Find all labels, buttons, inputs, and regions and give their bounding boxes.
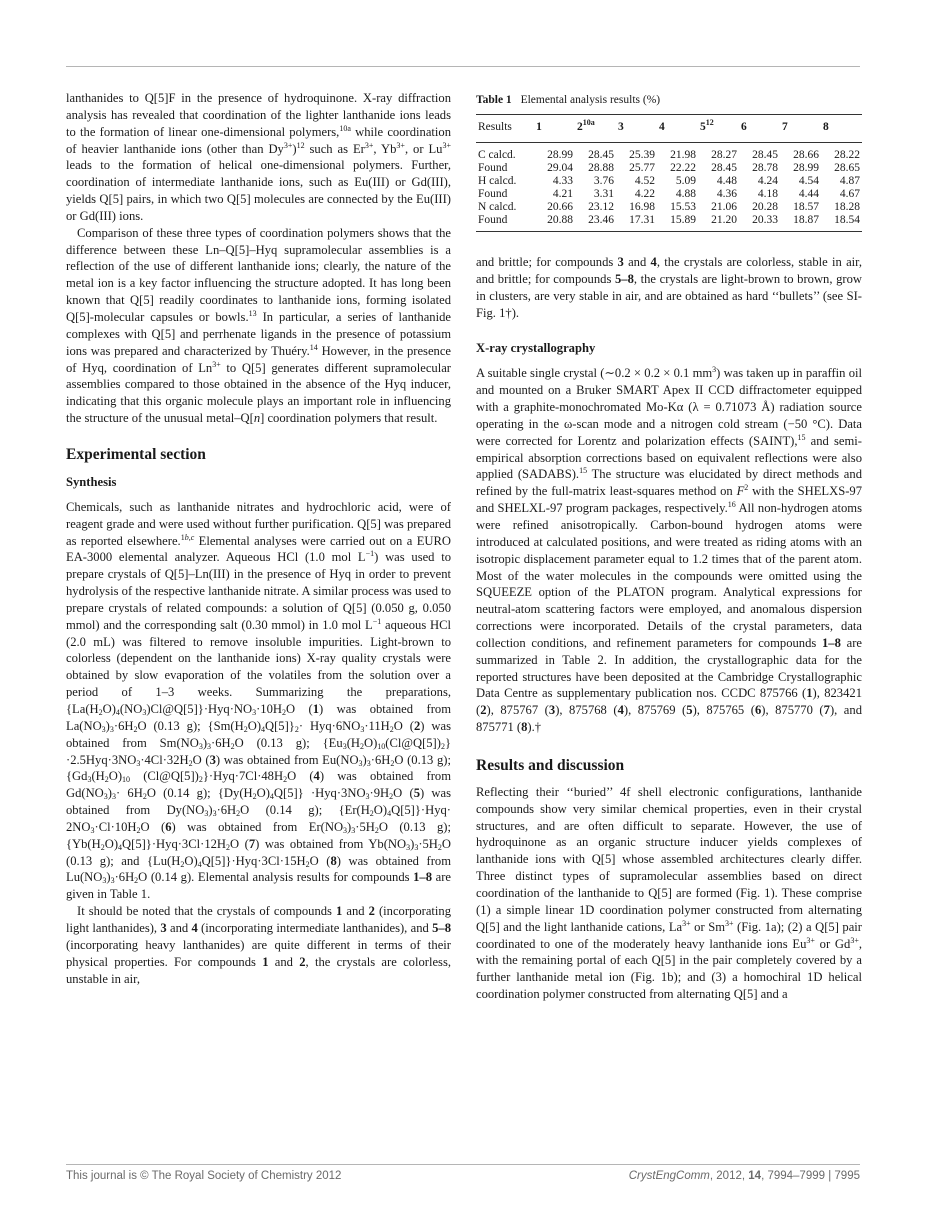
physical-properties-paragraph: It should be noted that the crystals of compounds 1 and 2 (incorporating light lanthanides), 3 and 4 (incorporating intermediate lanthanides), and 5–8 (incorporating heavy lanthanides) are quite different in terms of their physical properties. For compounds 1 and 2, the crystals are colorless, unstable in air, <box>66 904 452 986</box>
table-header-compound: 3 <box>618 121 624 133</box>
table-cell: 28.45 <box>752 149 778 161</box>
table-header-compound: 6 <box>740 121 747 133</box>
table-cell: 15.53 <box>670 201 696 213</box>
table-header-compound: 7 <box>781 121 788 133</box>
footer-pages: , 7994–7999 <box>761 1170 826 1182</box>
table-cell: 20.88 <box>547 214 574 226</box>
subsection-heading-synthesis: Synthesis <box>66 474 117 489</box>
table-cell: 28.88 <box>588 162 615 174</box>
table-cell: 3.76 <box>593 175 615 187</box>
table-cell: 28.45 <box>711 162 737 174</box>
table-cell: 4.44 <box>798 188 819 200</box>
table-cell: 4.88 <box>675 188 696 200</box>
table-row <box>476 188 862 201</box>
table-row-label: Found <box>478 214 508 226</box>
table-header-results: Results <box>478 121 512 133</box>
table-cell: 15.89 <box>670 214 696 226</box>
table-row-label: C calcd. <box>478 149 516 161</box>
footer-separator: | <box>825 1170 835 1182</box>
table-cell: 18.87 <box>793 214 819 226</box>
footer-rule <box>66 1164 860 1165</box>
footer-citation <box>629 1170 860 1182</box>
subsection-heading-xray: X-ray crystallography <box>476 341 596 356</box>
table-cell: 4.67 <box>839 188 860 200</box>
table-cell: 18.57 <box>793 201 819 213</box>
table-row <box>476 201 862 214</box>
table-cell: 28.45 <box>588 149 615 161</box>
table-cell: 16.98 <box>629 201 656 213</box>
table-row <box>476 175 862 188</box>
left-column <box>66 90 451 987</box>
table-cell: 4.21 <box>552 188 574 200</box>
table-cell: 23.46 <box>588 214 615 226</box>
table-cell: 21.06 <box>711 201 737 213</box>
section-heading-results: Results and discussion <box>476 756 625 774</box>
table-cell: 5.09 <box>675 175 696 187</box>
table-cell: 20.33 <box>752 214 778 226</box>
table-cell: 4.24 <box>757 175 778 187</box>
table-cell: 20.28 <box>752 201 778 213</box>
table-header-compound: $5^{12}$ <box>700 118 714 133</box>
footer-page-number: 7995 <box>834 1170 860 1182</box>
table-cell: 22.22 <box>670 162 696 174</box>
table-1-caption <box>476 92 862 108</box>
table-cell: 4.87 <box>839 175 860 187</box>
table-cell: 28.27 <box>711 149 737 161</box>
table-row <box>476 214 862 232</box>
table-1-label: Table 1 <box>476 94 512 106</box>
table-cell: 21.98 <box>670 149 696 161</box>
right-column <box>476 90 862 1003</box>
table-1 <box>476 92 862 232</box>
table-header-compound: 4 <box>659 121 665 133</box>
table-header-compound: 1 <box>536 121 542 133</box>
table-cell: 4.36 <box>716 188 737 200</box>
intro-paragraph-1: lanthanides to Q[5]F in the presence of hydroquinone. X-ray diffraction analysis has revealed that coordination of the lighter lanthanide ions leads to the formation of linear one-dimensional polymers,$^{10a}$ while coordination of heavier lanthanide ions (other than $Dy^{3+})^{12}$ such as $Er^{3+}$, $Yb^{3+}$, or $Lu^{3+}$ leads to the formation of helical one-dimensional polymers. Further, coordination of intermediate lanthanide ions, such as Eu(III) or Gd(III), yields Q[5] pairs, in which two Q[5] molecules are connected by the Eu(III) or Gd(III) ions. <box>66 91 451 223</box>
physical-properties-continued: and brittle; for compounds 3 and 4, the crystals are colorless, stable in air, and brittle; for compounds 5–8, the crystals are light-brown to brown, grow in clusters, are very stable in air, and are obtained as hard ‘‘bullets’’ (see SI-Fig. 1†). <box>476 255 862 320</box>
footer-copyright: This journal is © The Royal Society of Chemistry 2012 <box>66 1170 342 1182</box>
table-row <box>476 162 862 175</box>
footer-volume: 14 <box>748 1170 762 1182</box>
table-cell: 28.65 <box>834 162 860 174</box>
table-cell: 28.99 <box>547 149 574 161</box>
table-cell: 17.31 <box>629 214 656 226</box>
footer-journal: CrystEngComm <box>628 1170 710 1182</box>
table-cell: 4.52 <box>634 175 656 187</box>
table-cell: 23.12 <box>588 201 615 213</box>
table-cell: 20.66 <box>547 201 574 213</box>
table-cell: 4.18 <box>757 188 778 200</box>
table-cell: 18.54 <box>834 214 860 226</box>
table-cell: 3.31 <box>593 188 615 200</box>
table-cell: 21.20 <box>711 214 737 226</box>
table-cell: 28.66 <box>793 149 819 161</box>
table-row-label: H calcd. <box>478 175 517 187</box>
section-heading-experimental: Experimental section <box>66 445 206 463</box>
header-rule <box>66 66 860 67</box>
table-cell: 18.28 <box>834 201 860 213</box>
table-cell: 25.39 <box>629 149 656 161</box>
elemental-analysis-table <box>476 114 862 232</box>
intro-paragraph-2: Comparison of these three types of coordination polymers shows that the difference between these Ln–Q[5]–Hyq supramolecular assemblies is a reflection of the use of different lanthanide ions; clearly, the nature of the metal ion is a key factor influencing the structure adopted. It has long been known that Q[5] readily coordinates to lanthanide ions, forming isolated Q[5]-molecular capsules or bowls.$^{13}$ In particular, a series of lanthanide complexes with Q[5] and perrhenate ligands in the presence of potassium ions was prepared and characterized by Thuéry.$^{14}$ However, in the presence of Hyq, coordination of $Ln^{3+}$ to Q[5] generates different supramolecular assemblies compared to those obtained in the absence of the Hyq inducer, indicating that this organic molecule plays an important role in influencing the structure of the unusual metal–Q[n] coordination polymers that result. <box>66 225 452 426</box>
table-cell: 4.33 <box>552 175 574 187</box>
table-cell: 28.99 <box>793 162 819 174</box>
table-cell: 4.54 <box>798 175 819 187</box>
table-header-compound: $2^{10a}$ <box>577 118 595 133</box>
xray-paragraph: A suitable single crystal (∼0.2 × 0.2 × 0.1 $mm^3$) was taken up in paraffin oil and mounted on a Bruker SMART Apex II CCD diffractometer equipped with a graphite-monochromated Mo-Kα (λ = 0.71073 Å) radiation source operating in the ω-scan mode and a nitrogen cold stream (−50 °C). Data were corrected for Lorentz and polarization effects (SAINT),$^{15}$ and semi-empirical absorption corrections based on equivalent reflections were also applied (SADABS).$^{15}$ The structure was elucidated by direct methods and refined by the full-matrix least-squares method on $F^2$ with the SHELXS-97 and SHELXL-97 program packages, respectively.$^{16}$ All non-hydrogen atoms were refined anisotropically. Carbon-bound hydrogen atoms were introduced at calculated positions, and were treated as riding atoms with an isotropic displacement parameter equal to 1.2 times that of the parent atom. Most of the water molecules in the compounds were omitted using the SQUEEZE option of the PLATON program. Analytical expressions for neutral-atom scattering factors were employed, and anomalous dispersion corrections were incorporated. Details of the crystal parameters, data collection conditions, and refinement parameters for compounds 1–8 are summarized in Table 2. In addition, the crystallographic data for the reported structures have been deposited at the Cambridge Crystallographic Data Centre as supplementary publication nos. CCDC 875766 (1), 823421 (2), 875767 (3), 875768 (4), 875769 (5), 875765 (6), 875770 (7), and 875771 (8).† <box>476 365 862 735</box>
table-cell: 28.78 <box>752 162 778 174</box>
table-row <box>476 143 862 163</box>
synthesis-paragraph: Chemicals, such as lanthanide nitrates and hydrochloric acid, were of reagent grade and were used without further purification. Q[5] was prepared as reported elsewhere.$^{1b,c}$ Elemental analyses were carried out on a EURO EA-3000 elemental analyzer. Aqueous HCl (1.0 mol $L^{-1}$) was used to prepare crystals of Q[5]–Ln(III) in the presence of Hyq in order to prevent hydrolysis of the respective lanthanide nitrate. A similar process was used to prepare crystals of related compounds: a solution of Q[5] (0.050 g, 0.050 mmol) and the corresponding salt (0.30 mmol) in 1.0 mol $L^{-1}$ aqueous HCl (2.0 mL) was filtered to remove insoluble impurities. Light-brown to colorless (dependent on the lanthanide ions) X-ray quality crystals were obtained by slow evaporation of the volatiles from the solution over a period of 1–3 weeks. Summarizing the preparations, $\{La(H_2O)_4(NO_3)Cl@Q[5]\}\cdot Hyq\cdot NO_3\cdot 10H_2O$ (1) was obtained from $La(NO_3)_3\cdot 6H_2O$ (0.13 g); $\{Sm(H_2O)_4Q[5]\}_2\cdot Hyq\cdot 6NO_3\cdot 11H_2O$ (2) was obtained from $Sm(NO_3)_3\cdot 6H_2O$ (0.13 g); $\{Eu_3(H_2O)_{10}(Cl@Q[5])_2\}\cdot 2.5Hyq\cdot 3NO_3\cdot 4Cl\cdot 32H_2O$ (3) was obtained from $Eu(NO_3)_3\cdot 6H_2O$ (0.13 g); {$Gd_3(H_2O)_{10}$ $(Cl@Q[5])_2\}\cdot Hyq\cdot 7Cl\cdot 48H_2O$ (4) was obtained from $Gd(NO_3)_3\cdot 6H_2O$ (0.14 g); $\{Dy(H_2O)_4Q[5]\} \cdot Hyq\cdot 3NO_3\cdot 9H_2O$ (5) was obtained from $Dy(NO_3)_3\cdot 6H_2O$ (0.14 g); $\{Er(H_2O)_4Q[5]\}\cdot Hyq\cdot 2NO_3\cdot Cl\cdot 10H_2O$ (6) was obtained from $Er(NO_3)_3\cdot 5H_2O$ (0.13 g); $\{Yb(H_2O)_4Q[5]\}\cdot Hyq\cdot 3Cl\cdot 12H_2O$ (7) was obtained from $Yb(NO_3)_3\cdot 5H_2O$ (0.13 g); and $\{Lu(H_2O)_4Q[5]\}\cdot Hyq\cdot 3Cl\cdot 15H_2O$ (8) was obtained from $Lu(NO_3)_3\cdot 6H_2O$ (0.14 g). Elemental analysis results for compounds 1–8 are given in Table 1. <box>66 499 452 902</box>
table-header-row <box>476 115 862 143</box>
table-cell: 25.77 <box>629 162 656 174</box>
table-cell: 28.22 <box>834 149 860 161</box>
results-paragraph: Reflecting their ‘‘buried’’ 4f shell electronic configurations, lanthanide compounds show very similar chemical properties, even in their crystal structures, and are often difficult to separate. However, the use of hydroquinone as an organic structure inducer yields complexes of lanthanide ions with Q[5] whose assembled architectures clearly differ. Three distinct types of supramolecular assemblies based on direct coordination of the lanthanide to Q[5] are formed (Fig. 1). These comprise (1) a simple linear 1D coordination polymer constructed from alternating Q[5] and the light lanthanide cations, $La^{3+}$ or $Sm^{3+}$ (Fig. 1a); (2) a Q[5] pair coordinated to one of the moderately heavy lanthanide ions $Eu^{3+}$ or $Gd^{3+}$, with the remaining portal of each Q[5] in the pair completely covered by a further lanthanide metal ion (Fig. 1b); and (3) a homochiral 1D helical coordination polymer constructed from alternating Q[5] and a <box>476 784 863 1002</box>
table-row-label: N calcd. <box>478 201 517 213</box>
table-cell: 4.48 <box>716 175 737 187</box>
table-cell: 29.04 <box>547 162 574 174</box>
footer-year: , 2012, <box>709 1170 749 1182</box>
table-row-label: Found <box>478 188 508 200</box>
table-row-label: Found <box>478 162 508 174</box>
table-1-title: Elemental analysis results (%) <box>520 94 661 106</box>
table-header-compound: 8 <box>822 121 829 133</box>
table-cell: 4.22 <box>634 188 656 200</box>
